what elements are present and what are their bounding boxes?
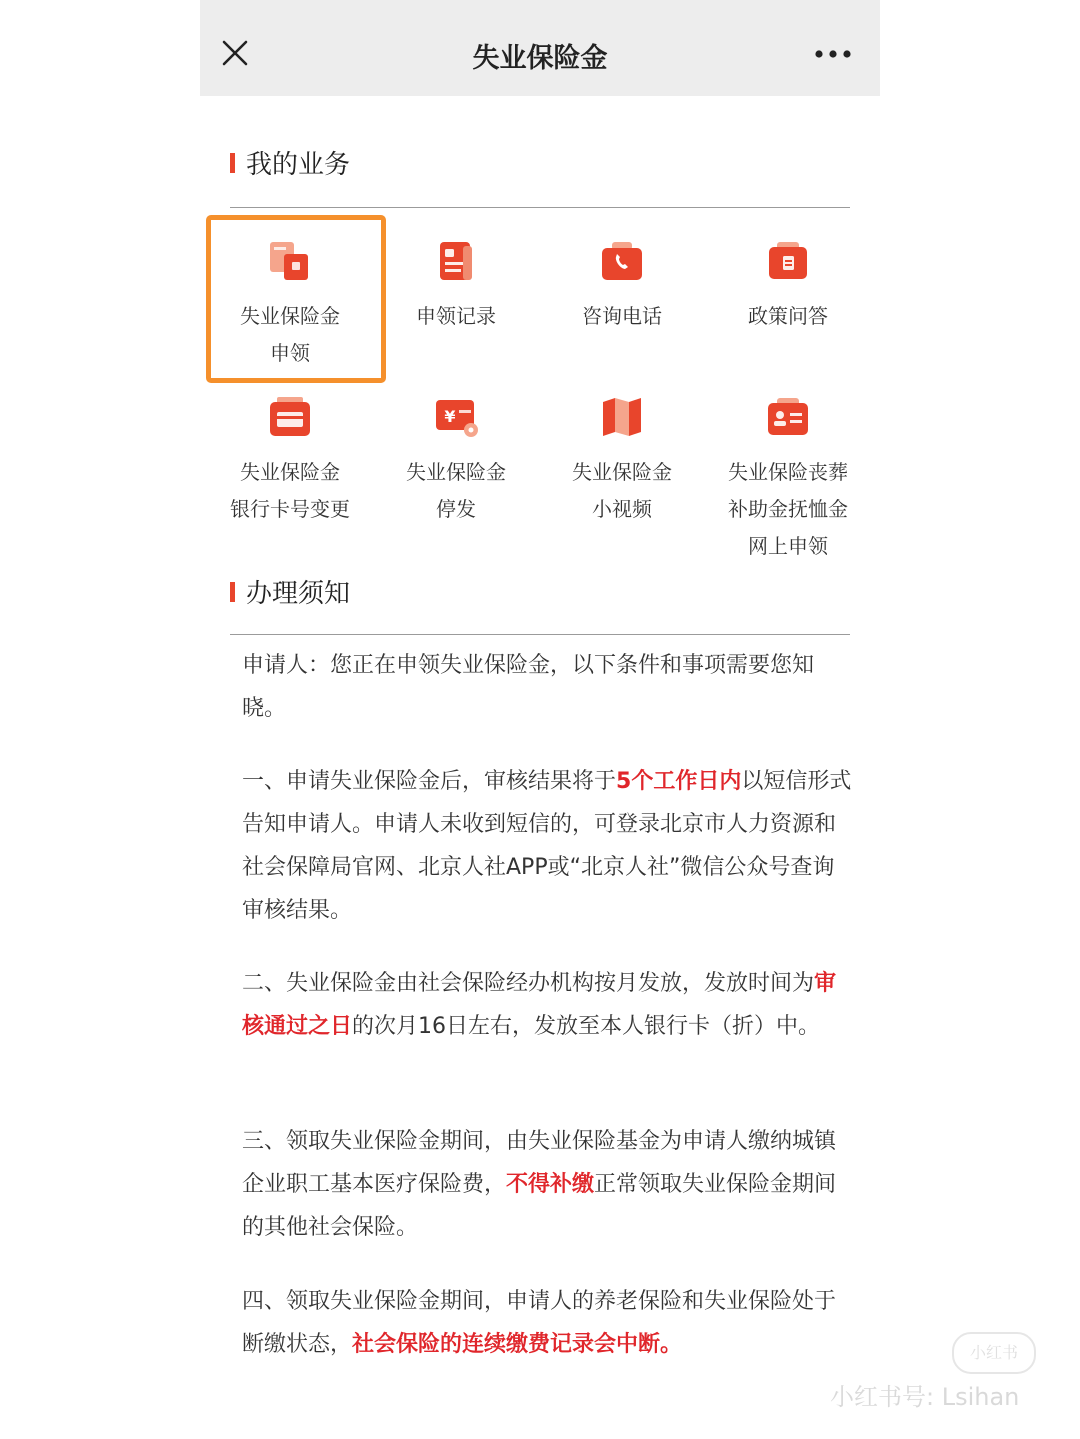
video-icon <box>599 394 645 440</box>
notice-text: 正常领取失业保险金期间的其他社会保险。 <box>242 1172 837 1240</box>
notice-emphasis: 审核通过之日 <box>242 971 837 1039</box>
phone-icon <box>599 238 645 284</box>
top-nav-bar <box>200 0 880 96</box>
service-policy-qa[interactable] <box>705 238 871 335</box>
notice-item-2 <box>242 962 852 1048</box>
notice-emphasis: 社会保险的连续缴费记录会中断。 <box>352 1332 683 1357</box>
notice-emphasis: 不得补缴 <box>506 1172 595 1197</box>
notice-item-4 <box>242 1280 852 1366</box>
id-card-icon <box>765 394 811 440</box>
divider <box>230 207 850 208</box>
service-apply-records[interactable] <box>373 238 539 335</box>
service-label: 失业保险金 停发 <box>406 460 506 521</box>
notice-text: 申请人：您正在申领失业保险金，以下条件和事项需要您知晓。 <box>242 653 815 721</box>
section-title: 办理须知 <box>246 579 351 609</box>
service-label: 咨询电话 <box>582 304 662 328</box>
service-apply-benefit[interactable] <box>207 238 373 372</box>
more-icon[interactable] <box>814 48 852 60</box>
page-title: 失业保险金 <box>472 43 608 74</box>
notice-text: 四、领取失业保险金期间，申请人的养老保险和失业保险处于断缴状态， <box>242 1289 837 1357</box>
phone-screen <box>200 0 880 1439</box>
divider <box>230 634 850 635</box>
service-label: 失业保险金 申领 <box>240 304 340 365</box>
policy-icon <box>765 238 811 284</box>
section-accent-bar <box>230 153 235 173</box>
bank-card-icon <box>267 394 313 440</box>
watermark-logo: 小红书 <box>952 1332 1036 1374</box>
notice-item-3 <box>242 1120 852 1249</box>
notice-text: 一、申请失业保险金后，审核结果将于 <box>242 769 617 794</box>
service-funeral-subsidy[interactable] <box>705 394 871 565</box>
yen-card-icon <box>433 394 479 440</box>
watermark-text: 小红书号: Lsihan <box>830 1383 1020 1411</box>
notice-emphasis: 5个工作日内 <box>616 769 742 794</box>
document-icon <box>433 238 479 284</box>
cards-icon <box>267 238 313 284</box>
service-label: 失业保险金 银行卡号变更 <box>230 460 350 521</box>
svg-text:¥: ¥ <box>444 407 456 426</box>
service-label: 申领记录 <box>416 304 496 328</box>
service-short-video[interactable] <box>539 394 705 528</box>
notice-text: 二、失业保险金由社会保险经办机构按月发放，发放时间为 <box>242 971 815 996</box>
section-title: 我的业务 <box>246 150 351 180</box>
notice-text: 以短信形式告知申请人。申请人未收到短信的，可登录北京市人力资源和社会保障局官网、北京人社APP或“北京人社”微信公众号查询审核结果。 <box>242 769 852 923</box>
section-accent-bar <box>230 582 235 602</box>
service-stop-payment[interactable] <box>373 394 539 528</box>
service-hotline[interactable] <box>539 238 705 335</box>
service-label: 失业保险丧葬 补助金抚恤金 网上申领 <box>728 460 848 558</box>
notice-intro <box>242 644 852 730</box>
notice-text: 三、领取失业保险金期间，由失业保险基金为申请人缴纳城镇企业职工基本医疗保险费， <box>242 1129 837 1197</box>
service-label: 政策问答 <box>748 304 828 328</box>
service-bank-card-change[interactable] <box>207 394 373 528</box>
notice-item-1 <box>242 760 852 932</box>
service-label: 失业保险金 小视频 <box>572 460 672 521</box>
notice-text: 的次月16日左右，发放至本人银行卡（折）中。 <box>352 1014 821 1039</box>
